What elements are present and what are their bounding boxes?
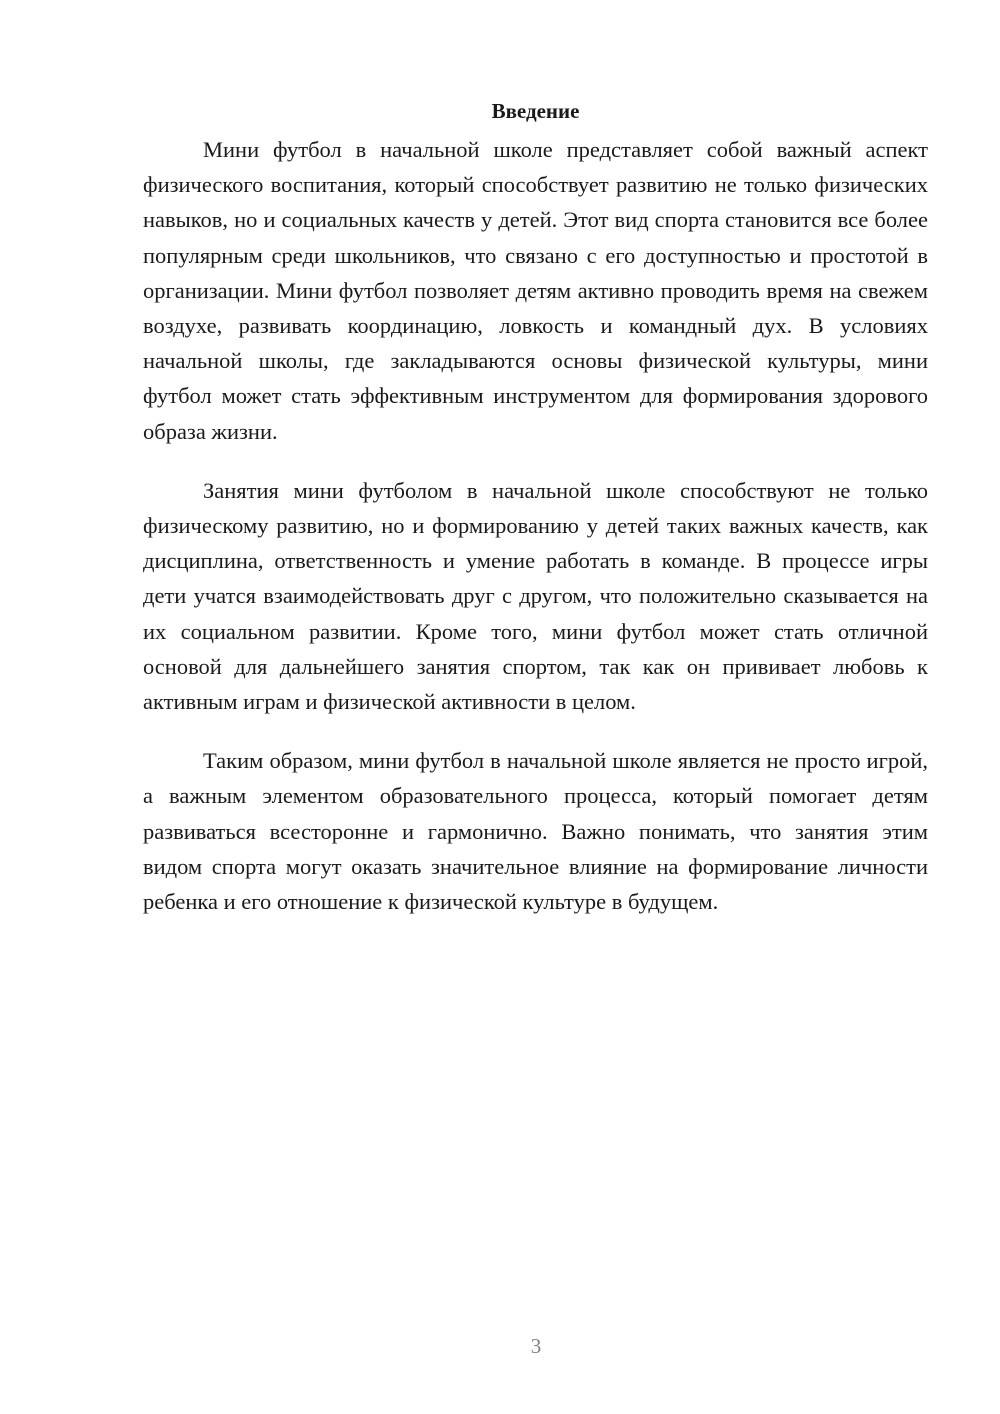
page-number: 3: [530, 1334, 542, 1358]
section-title: Введение: [491, 99, 580, 123]
paragraph-2: Занятия мини футболом в начальной школе способствуют не только физическому развитию, но и формированию у детей таких важных качеств, как дисциплина, ответственность и умение работать в команде. В процессе игры дети учатся взаимодействовать друг с другом, что положительно сказывается на их социальном развитии. Кроме того, мини футбол может стать отличной основой для дальнейшего занятия спортом, так как он прививает любовь к активным играм и физической активности в целом.: [143, 477, 928, 715]
paragraph-3: Таким образом, мини футбол в начальной школе является не просто игрой, а важным элементом образовательного процесса, который помогает детям развиваться всесторонне и гармонично. Важно понимать, что занятия этим видом спорта могут оказать значительное влияние на формирование личности ребенка и его отношение к физической культуре в будущем.: [143, 748, 928, 915]
document-body: [143, 96, 928, 943]
paragraph-1: Мини футбол в начальной школе представляет собой важный аспект физического воспитания, который способствует развитию не только физических навыков, но и социальных качеств у детей. Этот вид спорта становится все более популярным среди школьников, что связано с его доступностью и простотой в организации. Мини футбол позволяет детям активно проводить время на свежем воздухе, развивать координацию, ловкость и командный дух. В условиях начальной школы, где закладываются основы физической культуры, мини футбол может стать эффективным инструментом для формирования здорового образа жизни.: [143, 137, 928, 444]
